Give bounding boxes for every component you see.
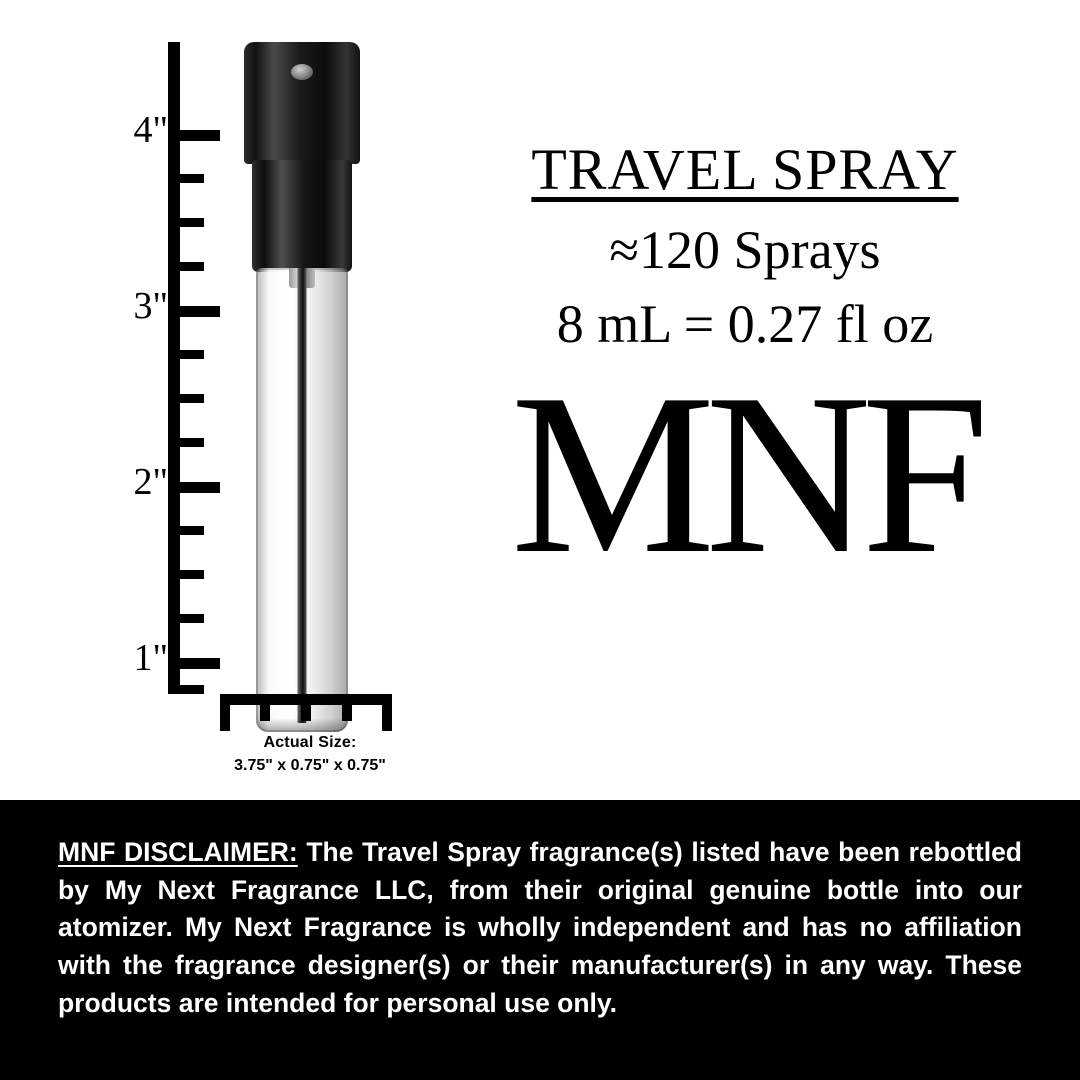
ruler-spine-horizontal [220,694,392,705]
ruler-tick-minor [180,614,204,623]
actual-size-caption [200,734,420,775]
actual-size-value: 3.75" x 0.75" x 0.75" [234,757,386,774]
ruler-tick-minor [180,394,204,403]
ruler-tick-h-major [220,705,230,731]
ruler-label-4in: 4" [133,109,168,151]
ruler-label-1in: 1" [133,637,168,679]
disclaimer-bar [0,800,1080,1080]
ruler-label-2in: 2" [133,461,168,503]
ruler-tick-3in [133,285,220,327]
ruler-spine [168,42,180,694]
product-title: TRAVEL SPRAY [531,137,959,202]
travel-spray-bottle [240,42,364,690]
ruler-tick-h-major [382,705,392,731]
ruler-tick-minor [180,438,204,447]
ruler-tick-minor [180,218,204,227]
vertical-ruler [133,42,216,694]
bottle-glass-body [256,268,348,732]
ruler-label-3in: 3" [133,285,168,327]
disclaimer-label: MNF DISCLAIMER: [58,837,298,867]
brand-logo: MNF [510,345,980,601]
ruler-tick-2in [133,461,220,503]
horizontal-ruler [220,694,392,730]
ruler-tick-minor [180,570,204,579]
actual-size-label: Actual Size: [263,734,357,751]
bottle-cap [244,42,360,164]
disclaimer-body: The Travel Spray fragrance(s) listed have been rebottled by My Next Fragrance LLC, from their original genuine bottle into our atomizer. My Next Fragrance is wholly independent and has no affiliation with the fragrance designer(s) or their manufacturer(s) in any way. These products are intended for personal use only. [58,837,1022,1018]
ruler-tick-h-minor [301,705,311,721]
product-info-block [430,137,1060,601]
ruler-tick-minor [180,350,204,359]
spray-nozzle-hole [291,64,313,80]
ruler-tick-minor [180,174,204,183]
ruler-tick-4in [133,109,220,151]
ruler-tick-h-minor [342,705,352,721]
ruler-tick-minor [180,526,204,535]
ruler-tick-h-minor [260,705,270,721]
ruler-tick-minor [180,685,204,694]
bottle-collar [252,160,352,272]
product-volume: 8 mL = 0.27 fl oz [556,293,934,354]
disclaimer-text [58,834,1022,1022]
ruler-tick-minor [180,262,204,271]
ruler-tick-1in [133,637,220,679]
spray-count: ≈120 Sprays [609,219,881,280]
dip-tube [298,268,307,723]
